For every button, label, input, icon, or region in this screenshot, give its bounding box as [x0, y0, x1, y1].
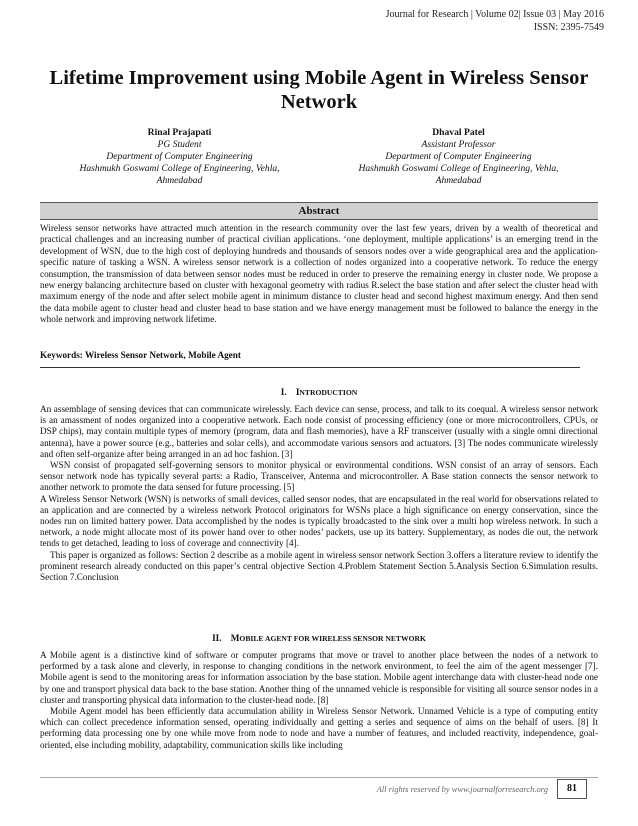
author-2 — [319, 127, 598, 187]
author-college: Hashmukh Goswami College of Engineering, Vehla, — [79, 163, 280, 174]
section-title-rest: OBILE AGENT FOR WIRELESS SENSOR NETWORK — [239, 634, 426, 643]
section-number: I. — [280, 387, 287, 397]
journal-header — [386, 8, 604, 34]
section-heading-introduction — [40, 386, 598, 399]
section-number: II. — [212, 633, 222, 643]
keywords: Keywords: Wireless Sensor Network, Mobile Agent — [40, 350, 241, 360]
author-city: Ahmedabad — [435, 175, 482, 186]
journal-line: Journal for Research | Volume 02| Issue 03 | May 2016 — [385, 9, 604, 20]
page-number: 81 — [557, 779, 587, 799]
author-dept: Department of Computer Engineering — [385, 151, 532, 162]
author-1 — [40, 127, 319, 187]
issn: ISSN: 2395-7549 — [533, 22, 604, 33]
author-city: Ahmedabad — [156, 175, 203, 186]
paragraph: This paper is organized as follows: Section 2 describe as a mobile agent in wireless sensor network Section 3.offers a literature review to identify the prominent research already conducted on this paper’s central objective Section 4.Problem Statement Section 5.Analysis Section 6.Simulation results. Section 7.Conclusion — [40, 549, 598, 583]
footer-rights: All rights reserved by www.journalforresearch.org — [376, 784, 548, 794]
section-title-rest: NTRODUCTION — [299, 388, 358, 397]
paper-title: Lifetime Improvement using Mobile Agent in Wireless Sensor Network — [49, 67, 589, 113]
author-college: Hashmukh Goswami College of Engineering, Vehla, — [358, 163, 559, 174]
author-role: PG Student — [157, 139, 202, 150]
section-body-mobile-agent — [40, 650, 598, 751]
section-heading-mobile-agent — [40, 632, 598, 645]
author-role: Assistant Professor — [421, 139, 496, 150]
divider — [40, 367, 580, 368]
paragraph: Mobile Agent model has been efficiently data accumulation ability in Wireless Sensor Network. Unnamed Vehicle is a type of computing entity which can collect precedence information sensed, operating individually and getting a series and sequence of aims on the behalf of users. [8] It performing data processing one by one while move from node to node and have a number of features, and included reactivity, independence, goal-oriented, else including mobility, adaptability, communication skills like including — [40, 706, 598, 750]
author-name: Rinal Prajapati — [147, 127, 212, 138]
section-title-initial: M — [230, 633, 240, 643]
paragraph: A Wireless Sensor Network (WSN) is networks of small devices, called sensor nodes, that are encapsulated in the real world for observations related to an application and are connected by a wireless network Protocol originators for WSNs place a high significance on energy conservation, since the nodes run on limited battery power. Data accomplished by the nodes is typically broadcasted to the sink over a multi hop wireless network. In such a network, a node might allocate most of its power hand over to other nodes’ packets, use up its battery. Supplementary, as nodes die out, the network tends to get detached, leading to loss of coverage and connectivity [4]. — [40, 493, 598, 549]
paragraph: A Mobile agent is a distinctive kind of software or computer programs that move or travel to another place between the nodes of a network to performed by a task alone and cleverly, in response to changing conditions in the network environment, to feel the aim of the agent messenger [7]. Mobile agent is send to the monitoring areas for information association by the base station. Mobile agent interchange data with cluster-head node one by one and transport physical data back to the base station. Another thing of the unnamed vehicle is responsible for visiting all source sensor nodes in a cluster and transporting physical data information to the cluster-head node. [8] — [40, 650, 598, 705]
abstract-text: Wireless sensor networks have attracted much attention in the research community over the last few years, driven by a wealth of theoretical and practical challenges and an increasing number of practical civilian applications. ‘one deployment, multiple applications’ is an emerging trend in the development of WSN, due to the high cost of deploying hundreds and thousands of sensors nodes over a wide geographical area and the application-specific nature of tasking a WSN. A wireless sensor network is a collection of nodes organized into a cooperative network. To reduce the energy consumption, the transmission of data between sensor nodes must be reduced in order to preserve the remaining energy in cluster node. We propose a new energy balancing architecture based on cluster with hexagonal geometry with radius R.select the base station and after select the cluster head with maximum energy of the node and after select mobile agent in minimum distance to cluster head and second highest maximum energy. And then send the data mobile agent to cluster head and cluster head to base station and we have energy management must be followed to balance the energy in the whole network and improving network lifetime. — [40, 223, 598, 325]
section-title-initial: I — [295, 387, 300, 397]
paragraph: WSN consist of propagated self-governing sensors to monitor physical or environmental conditions. WSN consist of an array of sensors. Each sensor network node has typically several parts: a Radio, Transceiver, Antenna and microcontroller. A Base station connects the sensor network to another network to promote the data sensed for future processing. [5] — [40, 460, 598, 493]
section-body-introduction — [40, 404, 598, 583]
paragraph: An assemblage of sensing devices that can communicate wirelessly. Each device can sense, process, and talk to its coequal. A wireless sensor network is an amassment of nodes organized into a cooperative network. Each node consist of processing efficiency (one or more microcontrollers, CPUs, or DSP chips), may contain multiple types of memory (program, data and flash memories), have a RF transceiver (usually with a single omni directional antenna), have a power source (e.g., batteries and solar cells), and accommodate various sensors and actuators. [3] The nodes communicate wirelessly and often self-organize after being arranged in an ad hoc fashion. [3] — [40, 404, 598, 459]
author-block — [40, 127, 598, 187]
footer-divider — [40, 777, 598, 778]
author-name: Dhaval Patel — [432, 127, 485, 138]
author-dept: Department of Computer Engineering — [106, 151, 253, 162]
abstract-heading: Abstract — [40, 202, 598, 220]
